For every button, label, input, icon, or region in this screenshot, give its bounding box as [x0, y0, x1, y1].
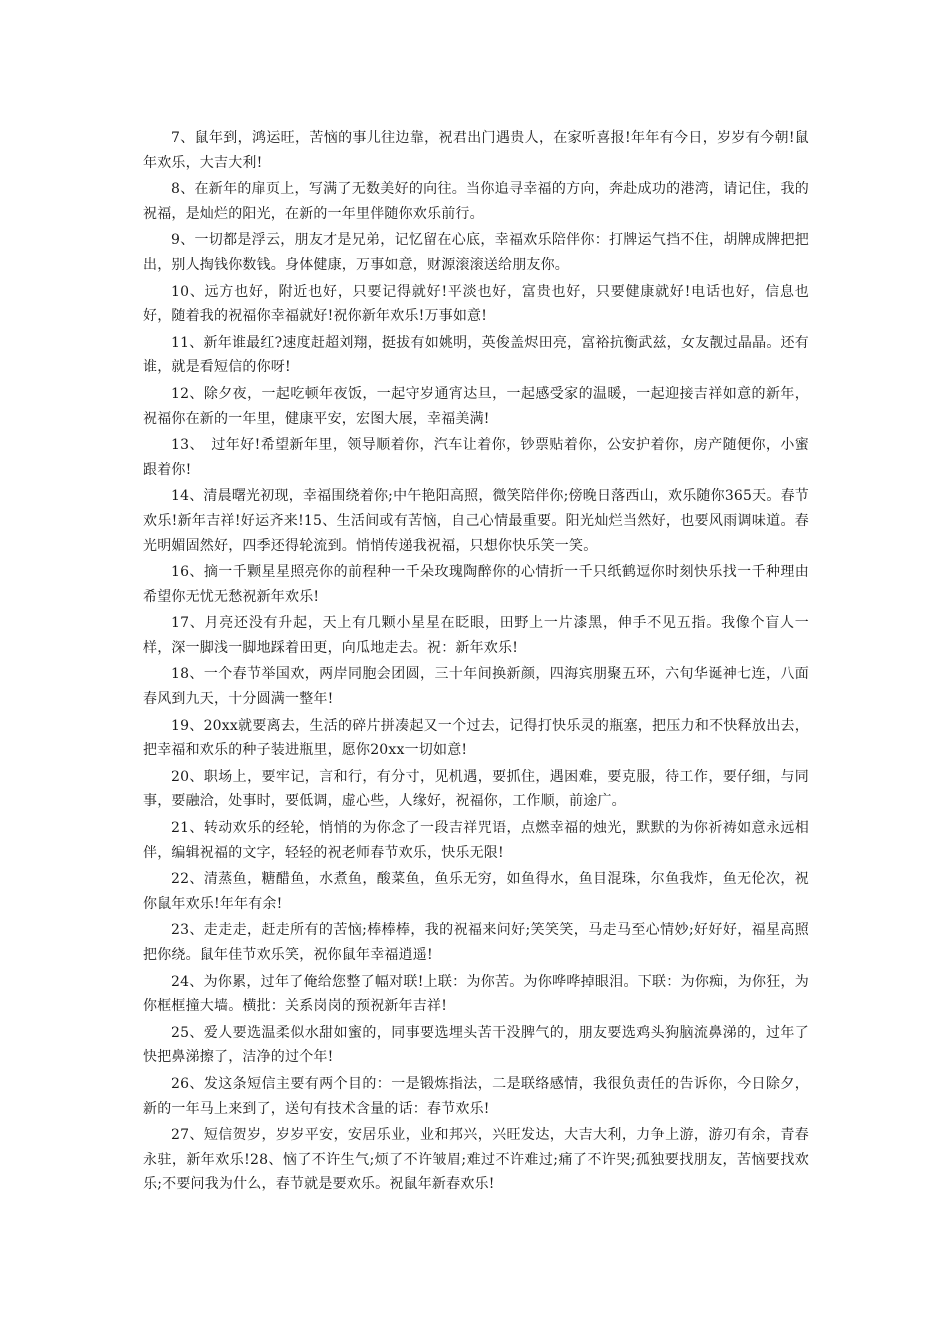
document-body — [143, 126, 809, 1199]
paragraph-26: 26、发这条短信主要有两个目的：一是锻炼指法，二是联络感情，我很负责任的告诉你，今日除夕，新的一年马上来到了，送句有技术含量的话：春节欢乐! — [143, 1075, 809, 1117]
paragraph-24: 24、为你累，过年了俺给您整了幅对联!上联：为你苦。为你哗哗掉眼泪。下联：为你痴，为你狂，为你框框撞大墙。横批：关系岗岗的预祝新年吉祥! — [143, 973, 809, 1015]
paragraph-20: 20、职场上，要牢记，言和行，有分寸，见机遇，要抓住，遇困难，要克服，待工作，要仔细，与同事，要融洽，处事时，要低调，虚心些，人缘好，祝福你，工作顺，前途广。 — [143, 768, 809, 810]
paragraph-23: 23、走走走，赶走所有的苦恼;棒棒棒，我的祝福来问好;笑笑笑，马走马至心情妙;好好好，福星高照把你绕。鼠年佳节欢乐笑，祝你鼠年幸福逍遥! — [143, 922, 809, 963]
paragraph-27: 27、短信贺岁，岁岁平安，安居乐业，业和邦兴，兴旺发达，大吉大利，力争上游，游刃有余，青春永驻，新年欢乐!28、恼了不许生气;烦了不许皱眉;难过不许难过;痛了不许哭;孤独要找朋友，苦恼要找欢乐;不要问我为什么，春节就是要欢乐。祝鼠年新春欢乐! — [143, 1127, 809, 1193]
paragraph-22: 22、清蒸鱼，糖醋鱼，水煮鱼，酸菜鱼，鱼乐无穷，如鱼得水，鱼目混珠，尔鱼我炸，鱼无伦次，祝你鼠年欢乐!年年有余! — [143, 871, 809, 912]
paragraph-16: 16、摘一千颗星星照亮你的前程种一千朵玫瑰陶醉你的心情折一千只纸鹤逗你时刻快乐找一千种理由希望你无忧无愁祝新年欢乐! — [143, 564, 809, 605]
paragraph-19: 19、20xx就要离去，生活的碎片拼凑起又一个过去，记得打快乐灵的瓶塞，把压力和不快释放出去，把幸福和欢乐的种子装进瓶里，愿你20xx一切如意! — [143, 717, 809, 759]
paragraph-9: 9、一切都是浮云，朋友才是兄弟，记忆留在心底，幸福欢乐陪伴你：打牌运气挡不住，胡牌成牌把把出，别人掏钱你数钱。身体健康，万事如意，财源滚滚送给朋友你。 — [143, 232, 809, 273]
paragraph-12: 12、除夕夜，一起吃顿年夜饭，一起守岁通宵达旦，一起感受家的温暖，一起迎接吉祥如意的新年，祝福你在新的一年里，健康平安，宏图大展，幸福美满! — [143, 385, 809, 427]
paragraph-21: 21、转动欢乐的经轮，悄悄的为你念了一段吉祥咒语，点燃幸福的烛光，默默的为你祈祷如意永远相伴，编辑祝福的文字，轻轻的祝老师春节欢乐，快乐无限! — [143, 820, 809, 861]
paragraph-10: 10、远方也好，附近也好，只要记得就好!平淡也好，富贵也好，只要健康就好!电话也好，信息也好，随着我的祝福你幸福就好!祝你新年欢乐!万事如意! — [143, 283, 809, 325]
paragraph-7: 7、鼠年到，鸿运旺，苦恼的事儿往边靠，祝君出门遇贵人，在家听喜报!年年有今日，岁岁有今朝!鼠年欢乐，大吉大利! — [143, 130, 809, 171]
paragraph-13: 13、 过年好!希望新年里，领导顺着你，汽车让着你，钞票贴着你，公安护着你，房产随便你，小蜜跟着你! — [143, 437, 809, 478]
paragraph-17: 17、月亮还没有升起，天上有几颗小星星在眨眼，田野上一片漆黑，伸手不见五指。我像个盲人一样，深一脚浅一脚地踩着田更，向瓜地走去。祝：新年欢乐! — [143, 615, 809, 656]
paragraph-18: 18、一个春节举国欢，两岸同胞会团圆，三十年间换新颜，四海宾朋聚五环，六旬华诞神七连，八面春风到九天，十分圆满一整年! — [143, 666, 809, 708]
paragraph-11: 11、新年谁最红?速度赶超刘翔，挺拔有如姚明，英俊盖烬田亮，富裕抗衡武兹，女友靓过晶晶。还有谁，就是看短信的你呀! — [143, 334, 809, 376]
paragraph-25: 25、爱人要选温柔似水甜如蜜的，同事要选埋头苦干没脾气的，朋友要选鸡头狗脑流鼻涕的，过年了快把鼻涕擦了，洁净的过个年! — [143, 1024, 809, 1066]
paragraph-14: 14、清晨曙光初现，幸福围绕着你;中午艳阳高照，微笑陪伴你;傍晚日落西山，欢乐随你365天。春节欢乐!新年吉祥!好运齐来!15、生活间或有苦恼，自己心情最重要。阳光灿烂当然好，也要风雨调味道。春光明媚固然好，四季还得轮流到。悄悄传递我祝福，只想你快乐笑一笑。 — [143, 488, 809, 554]
paragraph-8: 8、在新年的扉页上，写满了无数美好的向往。当你追寻幸福的方向，奔赴成功的港湾，请记住，我的祝福，是灿烂的阳光，在新的一年里伴随你欢乐前行。 — [143, 181, 809, 222]
